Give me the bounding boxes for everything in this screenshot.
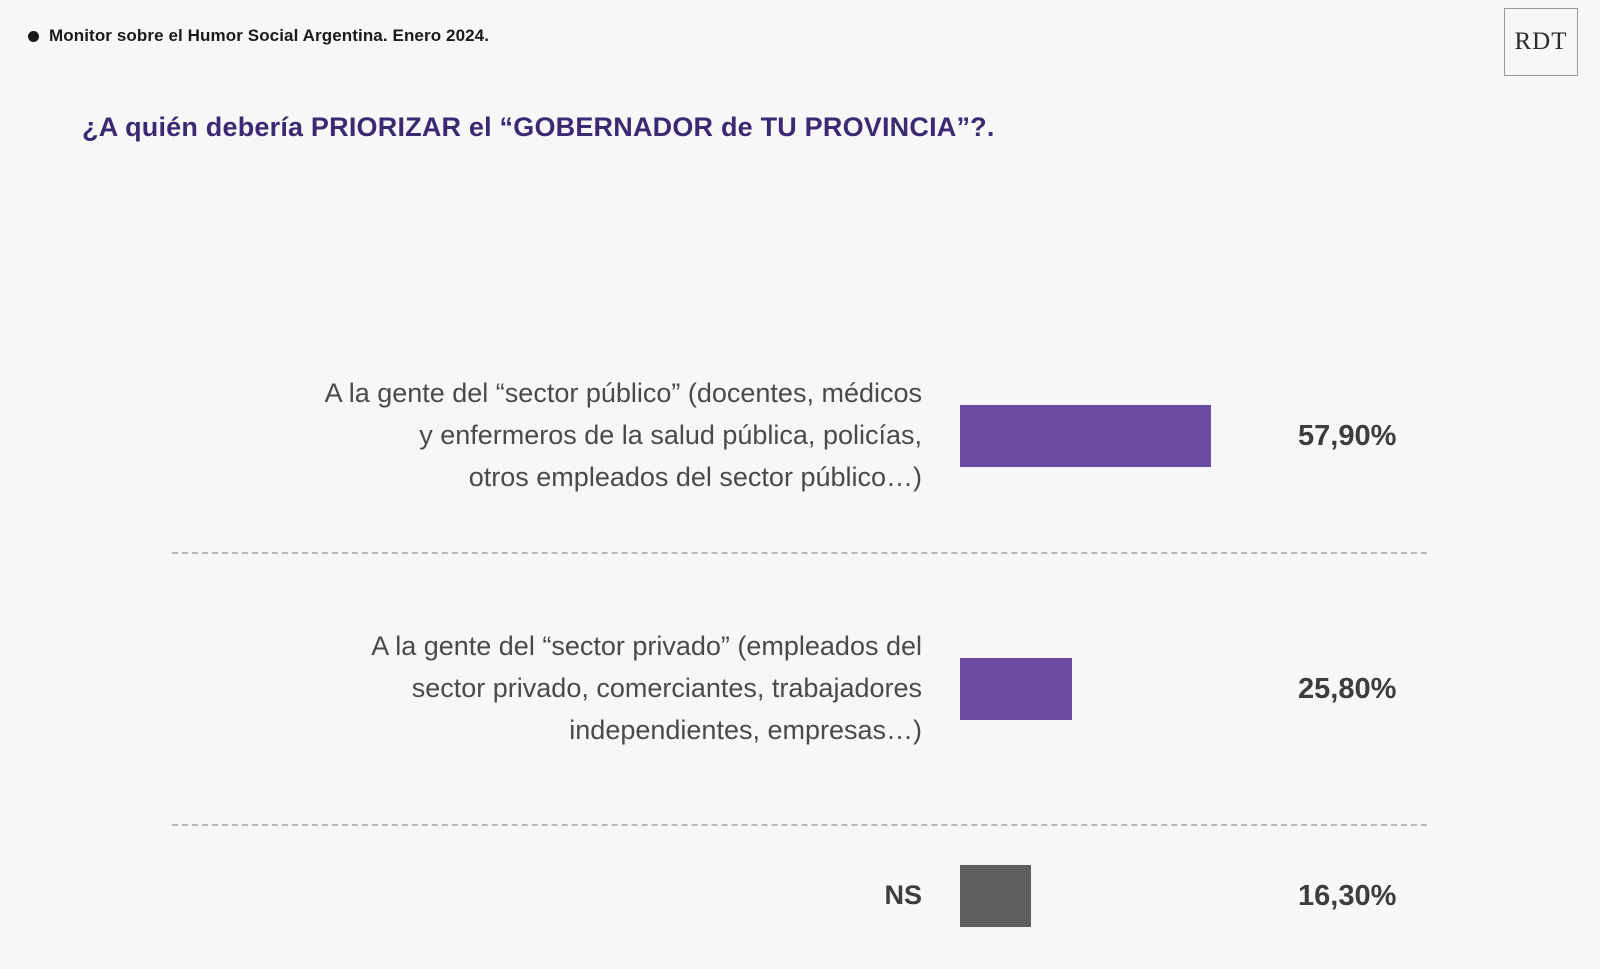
bar-label-line: A la gente del “sector privado” (empleados del bbox=[371, 631, 922, 662]
bar-value: 25,80% bbox=[1298, 672, 1397, 705]
bar-private-sector bbox=[960, 658, 1072, 720]
bar-label-line: otros empleados del sector público…) bbox=[468, 461, 922, 492]
bar-public-sector bbox=[960, 405, 1211, 467]
bar-label-line: sector privado, comerciantes, trabajadores bbox=[411, 673, 922, 704]
chart-row bbox=[130, 373, 1470, 499]
bar-label bbox=[130, 373, 960, 499]
bar-label-line: y enfermeros de la salud pública, policías, bbox=[419, 420, 922, 451]
bar-label bbox=[130, 626, 960, 752]
chart-row bbox=[130, 626, 1470, 752]
bar-value: 16,30% bbox=[1298, 879, 1397, 912]
rdt-logo bbox=[1504, 8, 1578, 76]
bar-label-line: NS bbox=[884, 880, 922, 911]
bar-zone bbox=[960, 865, 1260, 927]
bar-label bbox=[130, 875, 960, 917]
chart-row bbox=[130, 865, 1470, 927]
header-text: Monitor sobre el Humor Social Argentina. Enero 2024. bbox=[49, 26, 490, 45]
bar-value: 57,90% bbox=[1298, 419, 1397, 452]
bar-chart bbox=[0, 320, 1600, 966]
slide-header bbox=[28, 26, 489, 46]
bullet-dot-icon bbox=[28, 31, 39, 42]
bar-label-line: independientes, empresas…) bbox=[569, 714, 922, 745]
page-title: ¿A quién debería PRIORIZAR el “GOBERNADOR de TU PROVINCIA”?. bbox=[82, 112, 995, 142]
bar-zone bbox=[960, 658, 1260, 720]
bar-zone bbox=[960, 405, 1260, 467]
logo-text: RDT bbox=[1514, 28, 1568, 55]
bar-label-line: A la gente del “sector público” (docentes, médicos bbox=[324, 378, 922, 409]
bar-ns bbox=[960, 865, 1031, 927]
